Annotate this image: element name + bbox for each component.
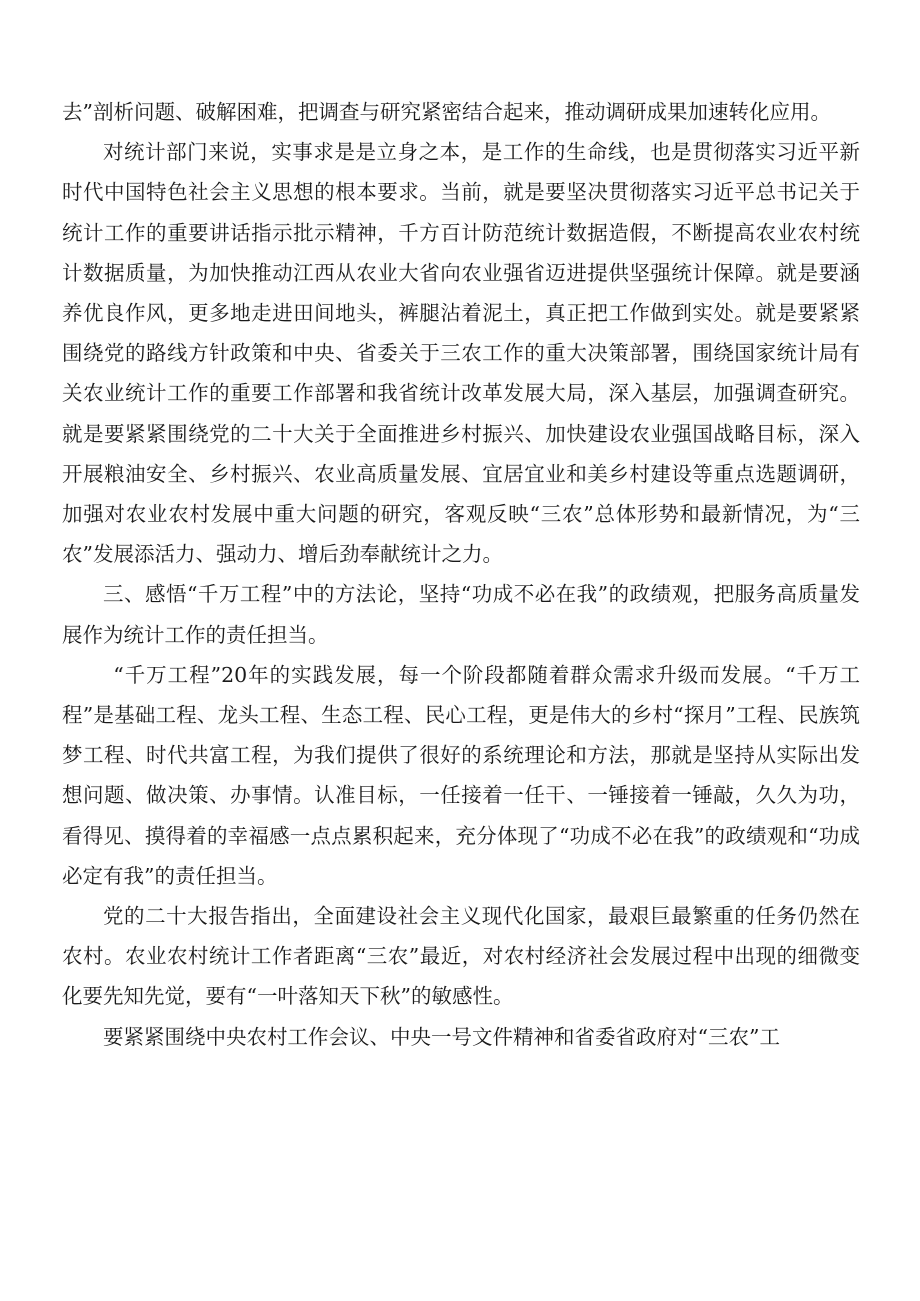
paragraph-statistics-department: 对统计部门来说，实事求是是立身之本，是工作的生命线，也是贯彻落实习近平新时代中国特色社会主义思想的根本要求。当前，就是要坚决贯彻落实习近平总书记关于统计工作的重要讲话指示批示精神，千方百计防范统计数据造假，不断提高农业农村统计数据质量，为加快推动江西从农业大省向农业强省迈进提供坚强统计保障。就是要涵养优良作风，更多地走进田间地头，裤腿沾着泥土，真正把工作做到实处。就是要紧紧围绕党的路线方针政策和中央、省委关于三农工作的重大决策部署，围绕国家统计局有关农业统计工作的重要工作部署和我省统计改革发展大局，深入基层，加强调查研究。就是要紧紧围绕党的二十大关于全面推进乡村振兴、加快建设农业强国战略目标，深入开展粮油安全、乡村振兴、农业高质量发展、宜居宜业和美乡村建设等重点选题调研，加强对农业农村发展中重大问题的研究，客观反映“三农”总体形势和最新情况，为“三农”发展添活力、强动力、增后劲奉献统计之力。 <box>62 140 860 567</box>
paragraph-qianwan-project: “千万工程”20年的实践发展，每一个阶段都随着群众需求升级而发展。“千万工程”是基础工程、龙头工程、生态工程、民心工程，更是伟大的乡村“探月”工程、民族筑梦工程、时代共富工程，为我们提供了很好的系统理论和方法，那就是坚持从实际出发想问题、做决策、办事情。认准目标，一任接着一任干、一锤接着一锤敲，久久为功，看得见、摸得着的幸福感一点点累积起来，充分体现了“功成不必在我”的政绩观和“功成必定有我”的责任担当。 <box>62 662 860 888</box>
paragraph-rural-work-conference: 要紧紧围绕中央农村工作会议、中央一号文件精神和省委省政府对“三农”工 <box>103 1024 780 1049</box>
paragraph-twentieth-congress-report: 党的二十大报告指出，全面建设社会主义现代化国家，最艰巨最繁重的任务仍然在农村。农业农村统计工作者距离“三农”最近，对农村经济社会发展过程中出现的细微变化要先知先觉，要有“一叶落知天下秋”的敏感性。 <box>62 904 860 1009</box>
section-heading-three: 三、感悟“千万工程”中的方法论，坚持“功成不必在我”的政绩观，把服务高质量发展作为统计工作的责任担当。 <box>62 582 860 647</box>
paragraph-continuation: 去”剖析问题、破解困难，把调查与研究紧密结合起来，推动调研成果加速转化应用。 <box>62 100 831 124</box>
document-body <box>62 92 860 1057</box>
